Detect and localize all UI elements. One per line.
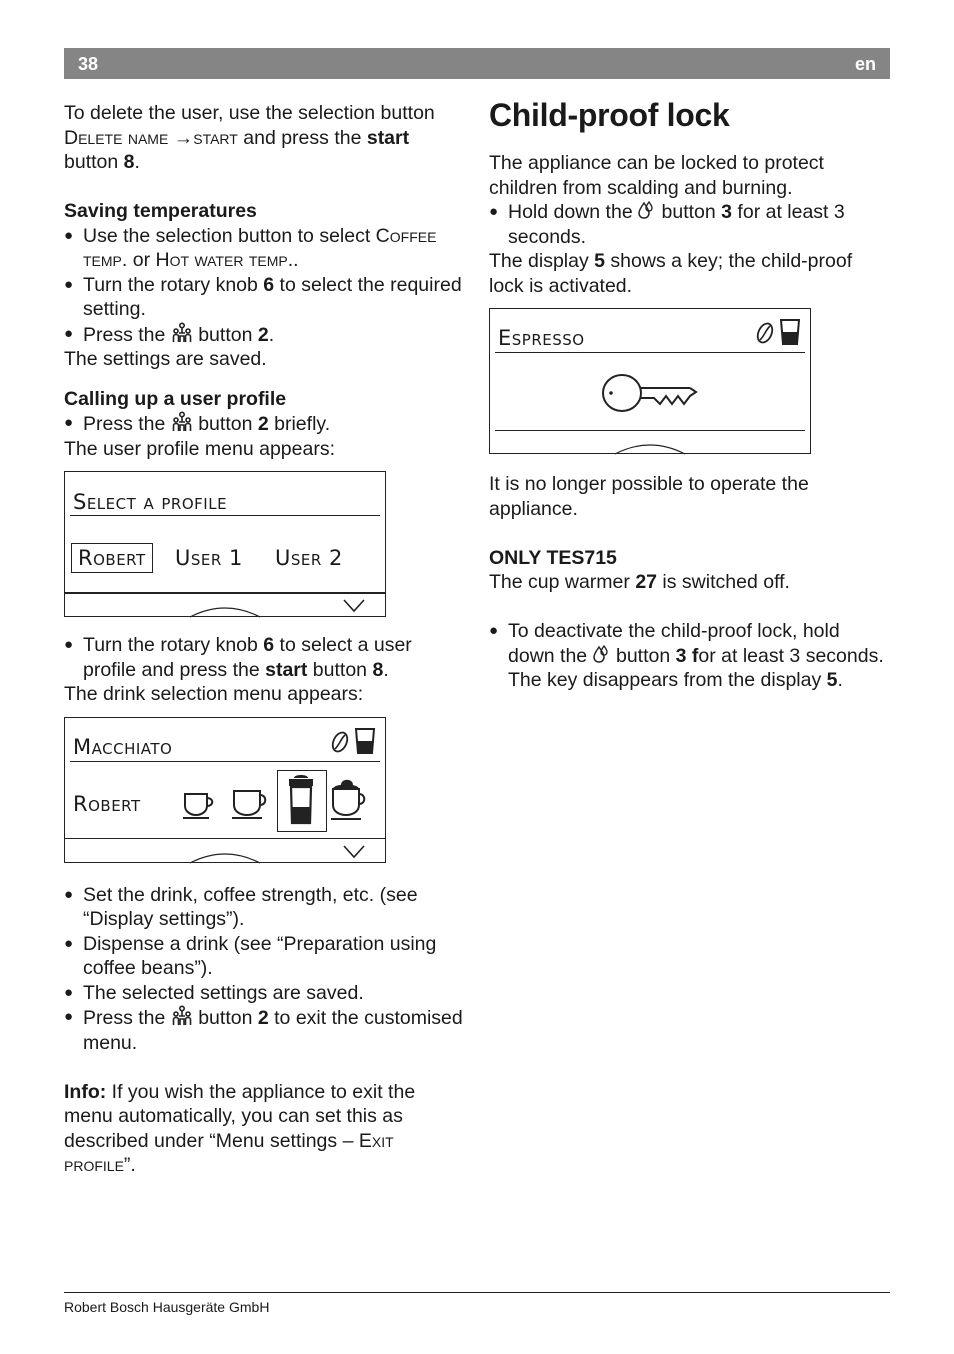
cappuccino-cup-icon	[329, 775, 369, 821]
calling-heading: Calling up a user profile	[64, 387, 287, 410]
list-item: ● Set the drink, coffee strength, etc. (see “Display settings”).	[64, 883, 464, 932]
right-column: Child-proof lock The appliance can be locked to protect children from scalding and burning. ● Hold down the button 3 for at least 3 seconds. The display 5 shows a key; the child-proof lock is activated. Espresso It is no longer possible to operate the appliance. ONLY TES715 The cup warmer 27 is switched off. ● To deactivate the child-proof lock, hold down the button 3 for at least 3 seconds. The key disappears from the display 5.	[489, 96, 884, 693]
espresso-cup-icon	[181, 790, 217, 820]
language-code: en	[854, 54, 876, 74]
child-lock-drop-icon	[593, 645, 611, 665]
user-profile-icon	[171, 1005, 193, 1027]
display-title: Espresso	[498, 326, 585, 350]
user-name: Robert	[73, 791, 141, 816]
display-tab-arc	[615, 443, 685, 455]
list-item: ● Press the button 2.	[64, 322, 464, 348]
only-heading: ONLY TES715	[489, 546, 617, 569]
list-item: ● Turn the rotary knob 6 to select a user profile and press the start button 8.	[64, 633, 464, 682]
macchiato-glass-icon	[284, 773, 318, 827]
footer-company: Robert Bosch Hausgeräte GmbH	[64, 1299, 270, 1315]
strength-cup-icon	[354, 727, 376, 755]
display-title: Select a profile	[73, 490, 228, 514]
list-item: ● To deactivate the child-proof lock, hold down the button 3 for at least 3 seconds. The key disappears from the display 5.	[489, 619, 884, 693]
chevron-down-icon	[343, 845, 365, 859]
profile-option: User 1	[175, 546, 243, 570]
strength-cup-icon	[779, 318, 801, 346]
list-item: ● Press the button 2 briefly.	[64, 411, 464, 437]
coffee-bean-icon	[755, 321, 775, 345]
display-tab-arc	[190, 606, 260, 618]
drink-display	[64, 717, 386, 863]
coffee-cup-icon	[231, 788, 269, 820]
start-label: →start	[173, 126, 238, 149]
footer-divider	[64, 1292, 890, 1293]
list-item: ● Hold down the button 3 for at least 3 seconds.	[489, 200, 884, 249]
info-paragraph: Info: If you wish the appliance to exit the menu automatically, you can set this as described under “Menu settings – Exit profile”.	[64, 1080, 416, 1176]
list-item: ● Press the button 2 to exit the customised menu.	[64, 1005, 464, 1055]
key-icon	[600, 371, 700, 415]
delete-name-label: Delete name	[64, 126, 169, 149]
list-item: ● Use the selection button to select Coffee temp. or Hot water temp..	[64, 224, 464, 273]
coffee-bean-icon	[330, 730, 350, 754]
left-column: To delete the user, use the selection button Delete name →start and press the start button 8. Saving temperatures ● Use the selection button to select Coffee temp. or Hot water temp.. ● Turn the rotary knob 6 to select the required setting. ● Press the button 2. The settings are saved. Calling up a user profile ● Press the button 2 briefly. The user profile menu appears: Select a profile Robert User 1 User 2 ● Turn the rotary knob 6 to select a user profile and press the start button 8. The drink selection menu appears: Macchiato Robert ● Set the drink, coffee strength, etc. (see “Display settings”). ● Dispense a drink (see “Preparation using coffee beans”). ● The selected settings are saved. ● Press the button 2 to exit the customised menu. Info: If you wish the appliance to exit the menu automatically, you can set this as described under “Menu settings – Exit profile”.	[64, 101, 464, 1178]
list-item: ● Dispense a drink (see “Preparation using coffee beans”).	[64, 932, 464, 981]
list-item: ● Turn the rotary knob 6 to select the required setting.	[64, 273, 464, 322]
user-profile-icon	[171, 322, 193, 344]
profile-option: User 2	[275, 546, 343, 570]
chevron-down-icon	[343, 599, 365, 613]
display-tab-arc	[190, 852, 260, 864]
lock-display	[489, 308, 811, 454]
page-title: Child-proof lock	[489, 97, 730, 133]
list-item: ● The selected settings are saved.	[64, 981, 464, 1006]
delete-user-paragraph: To delete the user, use the selection button Delete name →start and press the start button 8.	[64, 102, 435, 173]
display-title: Macchiato	[73, 734, 173, 759]
page-header	[64, 48, 890, 79]
child-lock-drop-icon	[638, 201, 656, 221]
user-profile-icon	[171, 411, 193, 433]
profile-display	[64, 471, 386, 617]
profile-option-selected: Robert	[71, 543, 153, 573]
page-number: 38	[78, 54, 99, 74]
saving-heading: Saving temperatures	[64, 200, 257, 222]
